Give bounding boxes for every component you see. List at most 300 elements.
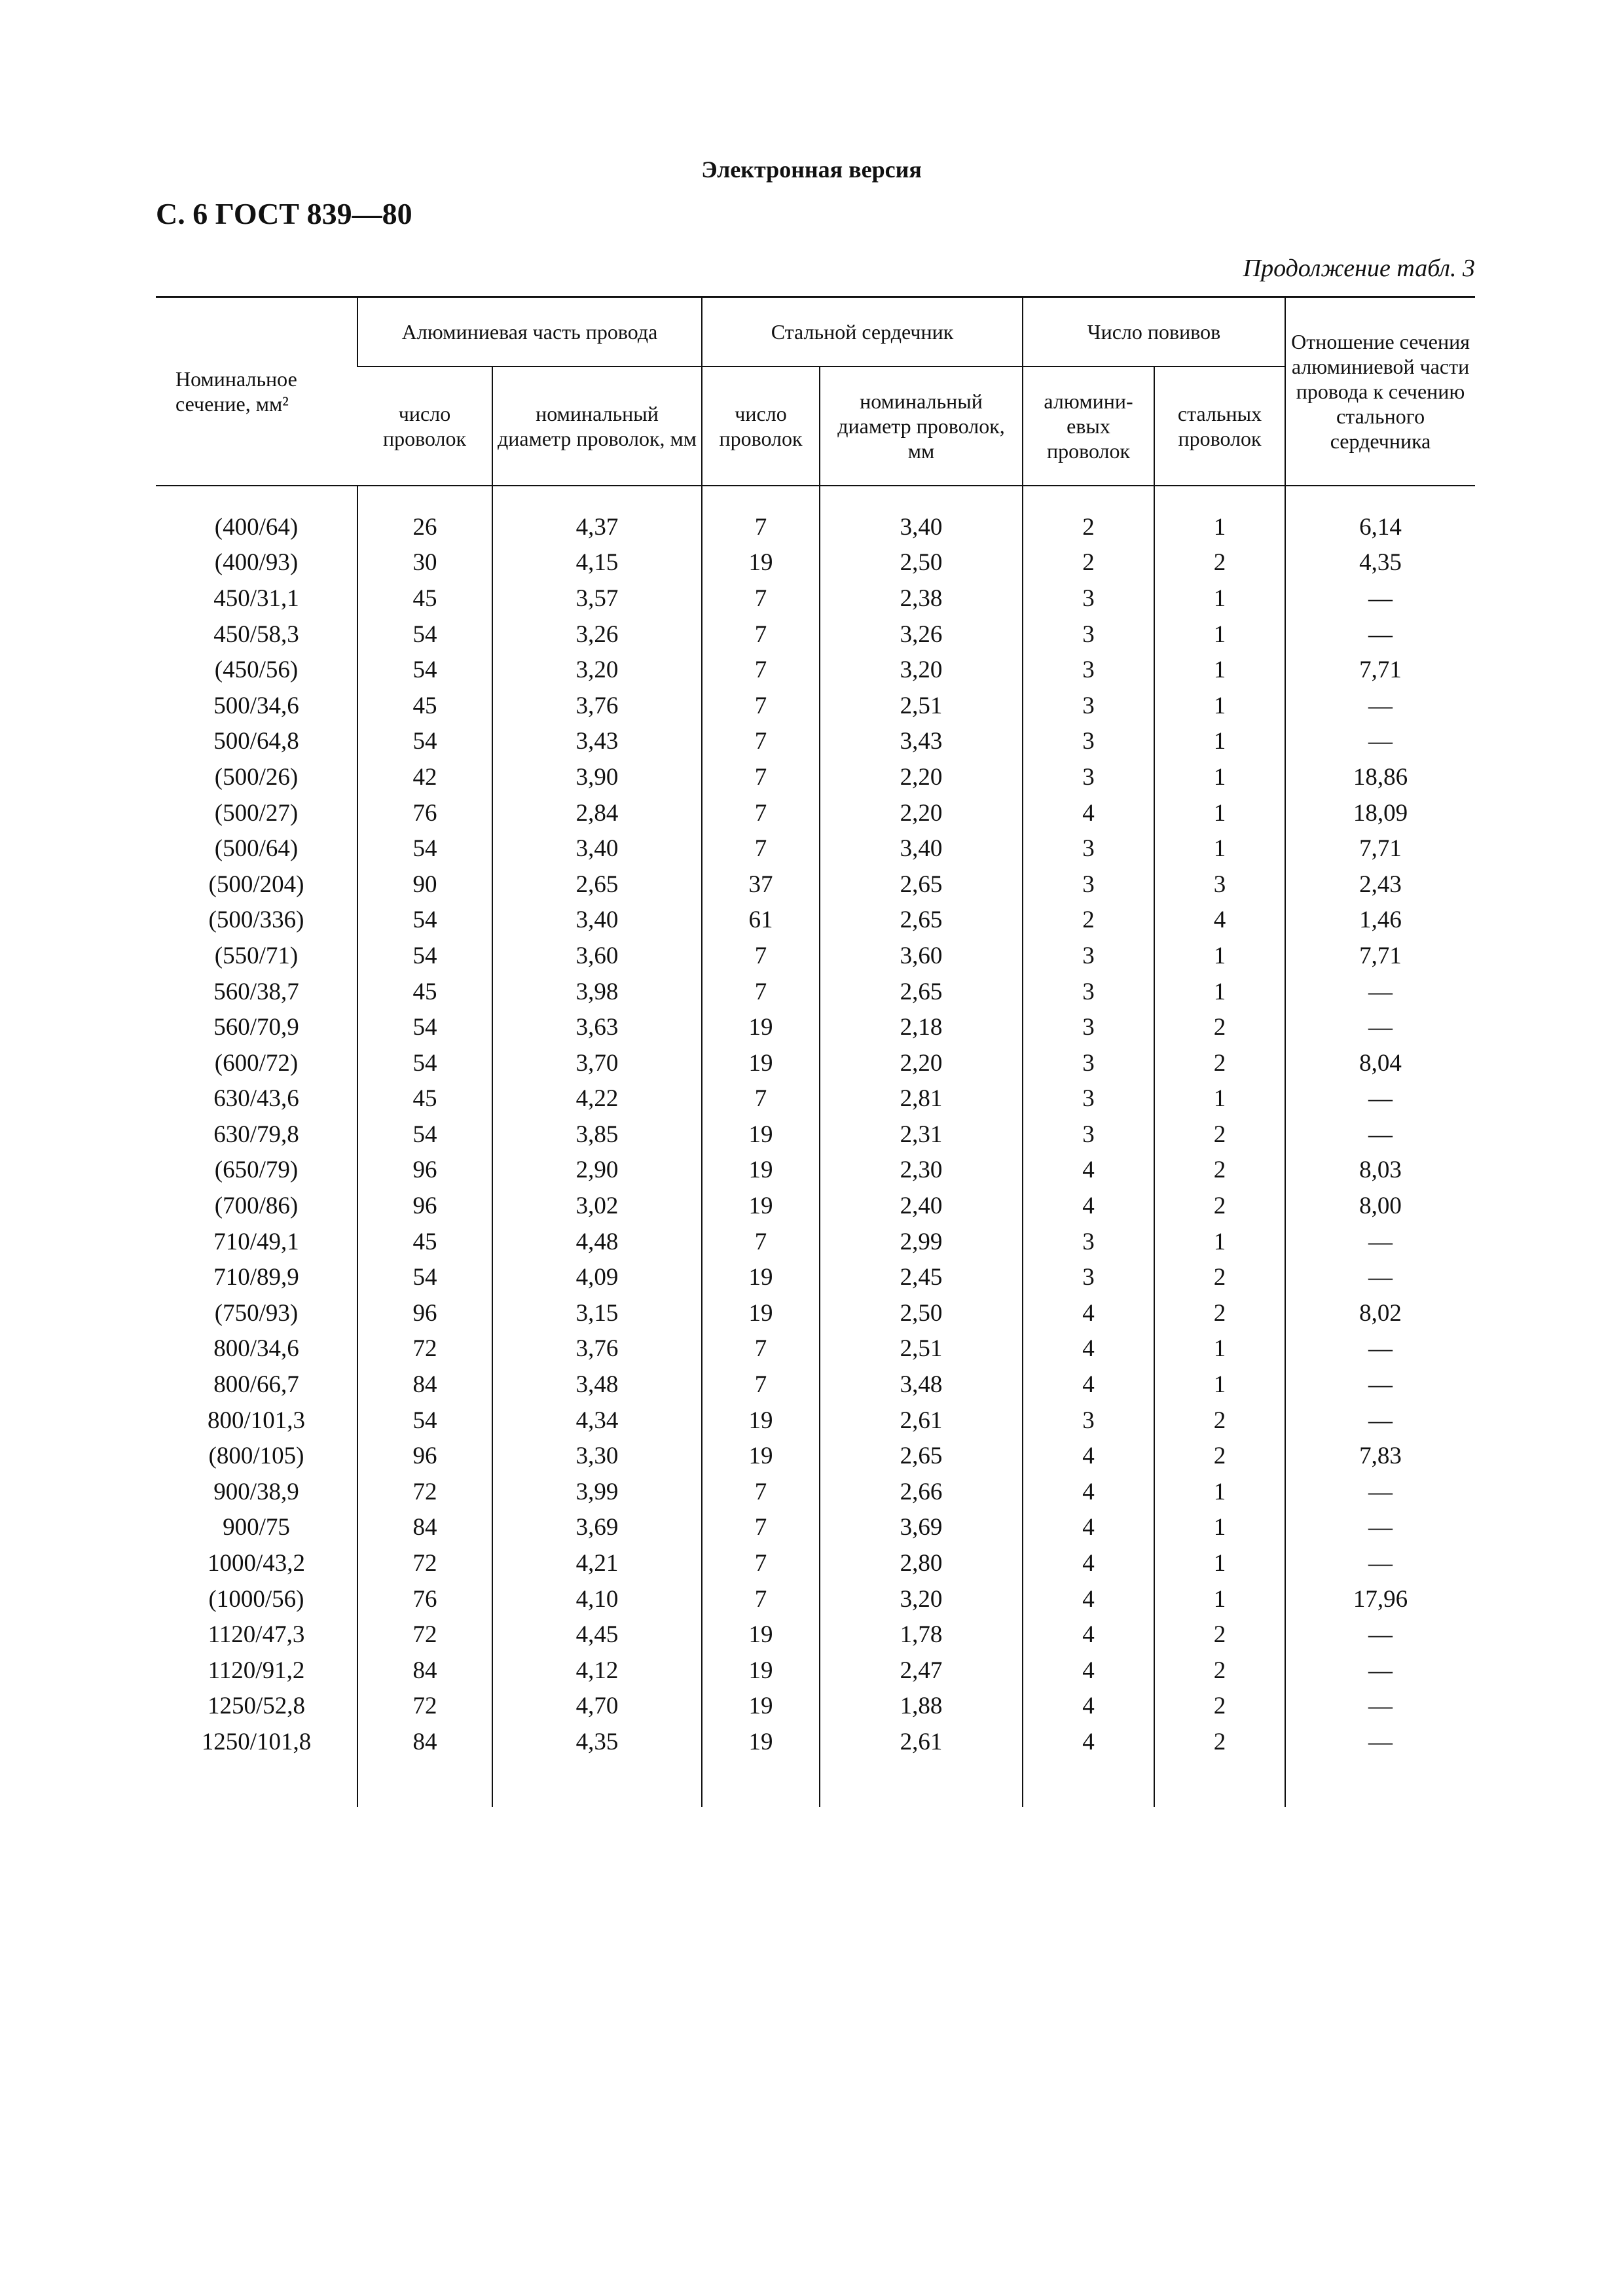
cell-st-lays: 1: [1154, 974, 1285, 1010]
cell-al-wire-count: 45: [357, 1224, 492, 1260]
cell-st-lays: 2: [1154, 1295, 1285, 1331]
cell-st-lays: 1: [1154, 1081, 1285, 1117]
cell-st-wire-count: 7: [702, 1081, 820, 1117]
cell-nominal-section: 900/75: [223, 1514, 290, 1541]
cell-st-wire-count: 19: [702, 1653, 820, 1689]
cell-al-wire-diameter: 3,90: [492, 759, 702, 795]
cell-section-ratio: —: [1285, 1689, 1475, 1725]
cell-st-wire-count: 19: [702, 1438, 820, 1474]
cell-section-ratio: —: [1285, 688, 1475, 724]
cell-st-lays: 1: [1154, 688, 1285, 724]
cell-st-lays: 1: [1154, 938, 1285, 974]
table-row: [156, 1081, 1475, 1117]
cell-nominal-section: 1250/52,8: [207, 1693, 306, 1720]
cell-nominal-section: 500/34,6: [213, 692, 299, 719]
cell-section-ratio: 8,03: [1285, 1153, 1475, 1189]
cell-al-wire-count: 96: [357, 1188, 492, 1224]
cell-nominal-section: 560/38,7: [213, 978, 299, 1005]
cell-section-ratio: —: [1285, 1009, 1475, 1045]
cell-al-lays: 4: [1023, 1581, 1154, 1617]
header-steel-core: Стальной сердечник: [702, 297, 1023, 367]
cell-section-ratio: 7,71: [1285, 652, 1475, 688]
cell-st-wire-diameter: 2,30: [820, 1153, 1023, 1189]
cell-nominal-section: (500/27): [214, 799, 299, 827]
cell-section-ratio: —: [1285, 1510, 1475, 1546]
cell-st-lays: 2: [1154, 1403, 1285, 1439]
cell-section-ratio: —: [1285, 1224, 1475, 1260]
watermark-title: Электронная версия: [701, 156, 922, 183]
cell-al-wire-count: 96: [357, 1295, 492, 1331]
cell-al-lays: 4: [1023, 1188, 1154, 1224]
cell-al-lays: 3: [1023, 724, 1154, 760]
cell-section-ratio: 7,71: [1285, 938, 1475, 974]
spacer-row: [156, 486, 1475, 509]
cell-st-wire-count: 7: [702, 1331, 820, 1367]
cell-al-lays: 4: [1023, 1474, 1154, 1510]
cell-al-wire-diameter: 2,84: [492, 795, 702, 831]
table-row: [156, 1474, 1475, 1510]
cell-al-wire-count: 54: [357, 1259, 492, 1295]
cell-st-lays: 1: [1154, 1474, 1285, 1510]
cell-nominal-section: 800/101,3: [207, 1407, 306, 1434]
cell-st-wire-count: 19: [702, 1188, 820, 1224]
cell-st-wire-count: 7: [702, 938, 820, 974]
header-st-lays: стальных проволок: [1154, 367, 1285, 486]
cell-st-lays: 1: [1154, 1581, 1285, 1617]
cell-al-wire-diameter: 3,02: [492, 1188, 702, 1224]
cell-section-ratio: —: [1285, 617, 1475, 653]
cell-st-wire-diameter: 2,81: [820, 1081, 1023, 1117]
cell-st-lays: 1: [1154, 1224, 1285, 1260]
cell-st-wire-diameter: 2,51: [820, 688, 1023, 724]
cell-nominal-section: 630/79,8: [213, 1121, 299, 1148]
table-row: [156, 938, 1475, 974]
cell-nominal-section: 450/58,3: [213, 620, 299, 648]
cell-al-lays: 4: [1023, 1331, 1154, 1367]
cell-section-ratio: 8,00: [1285, 1188, 1475, 1224]
table-row: [156, 1331, 1475, 1367]
spacer-row: [156, 1760, 1475, 1807]
cell-nominal-section: 1120/91,2: [208, 1657, 305, 1684]
cell-nominal-section: (800/105): [208, 1443, 304, 1470]
table-row: [156, 688, 1475, 724]
cell-section-ratio: —: [1285, 1653, 1475, 1689]
cell-nominal-section: 630/43,6: [213, 1085, 299, 1113]
cell-st-lays: 2: [1154, 1045, 1285, 1081]
cell-st-lays: 1: [1154, 509, 1285, 545]
cell-section-ratio: —: [1285, 1331, 1475, 1367]
cell-al-wire-diameter: 4,22: [492, 1081, 702, 1117]
table-row: [156, 581, 1475, 617]
header-section-ratio: Отношение сечения алюминиевой части провода к сечению стального сердечника: [1285, 297, 1475, 486]
cell-al-wire-diameter: 3,63: [492, 1009, 702, 1045]
cell-st-lays: 2: [1154, 1617, 1285, 1653]
cell-al-wire-count: 54: [357, 1117, 492, 1153]
cell-st-wire-diameter: 2,61: [820, 1403, 1023, 1439]
cell-al-wire-diameter: 4,35: [492, 1724, 702, 1760]
table-row: [156, 759, 1475, 795]
cell-st-wire-diameter: 2,51: [820, 1331, 1023, 1367]
cell-st-wire-diameter: 2,65: [820, 1438, 1023, 1474]
cell-st-lays: 1: [1154, 1510, 1285, 1546]
cell-al-wire-count: 72: [357, 1617, 492, 1653]
table-row: [156, 1153, 1475, 1189]
cell-al-wire-diameter: 4,21: [492, 1545, 702, 1581]
cell-st-wire-diameter: 3,20: [820, 652, 1023, 688]
cell-al-lays: 3: [1023, 652, 1154, 688]
cell-st-lays: 2: [1154, 1438, 1285, 1474]
cell-st-lays: 1: [1154, 617, 1285, 653]
cell-al-wire-count: 54: [357, 831, 492, 867]
cell-al-wire-diameter: 3,40: [492, 831, 702, 867]
cell-st-lays: 2: [1154, 1153, 1285, 1189]
cell-section-ratio: —: [1285, 1617, 1475, 1653]
table-row: [156, 1581, 1475, 1617]
cell-al-lays: 3: [1023, 759, 1154, 795]
cell-section-ratio: 7,83: [1285, 1438, 1475, 1474]
cell-st-wire-count: 19: [702, 1724, 820, 1760]
cell-st-wire-count: 7: [702, 617, 820, 653]
cell-nominal-section: 500/64,8: [213, 728, 299, 755]
table-row: [156, 1259, 1475, 1295]
cell-al-lays: 3: [1023, 688, 1154, 724]
cell-nominal-section: 800/66,7: [213, 1371, 299, 1399]
cell-al-wire-diameter: 4,70: [492, 1689, 702, 1725]
cell-section-ratio: —: [1285, 1259, 1475, 1295]
cell-al-wire-count: 76: [357, 795, 492, 831]
cell-al-lays: 4: [1023, 1153, 1154, 1189]
cell-st-wire-count: 19: [702, 545, 820, 581]
cell-st-wire-count: 7: [702, 652, 820, 688]
table-row: [156, 509, 1475, 545]
cell-al-wire-diameter: 4,09: [492, 1259, 702, 1295]
cell-al-wire-count: 84: [357, 1510, 492, 1546]
cell-st-wire-count: 37: [702, 867, 820, 903]
cell-nominal-section: (1000/56): [208, 1585, 304, 1613]
cell-al-wire-diameter: 3,70: [492, 1045, 702, 1081]
cell-st-lays: 1: [1154, 1331, 1285, 1367]
cell-st-wire-diameter: 3,26: [820, 617, 1023, 653]
cell-st-wire-diameter: 2,47: [820, 1653, 1023, 1689]
cell-st-lays: 1: [1154, 652, 1285, 688]
cell-al-lays: 3: [1023, 974, 1154, 1010]
cell-section-ratio: 7,71: [1285, 831, 1475, 867]
cell-al-wire-count: 45: [357, 581, 492, 617]
cell-st-wire-count: 19: [702, 1617, 820, 1653]
cell-al-lays: 4: [1023, 1724, 1154, 1760]
cell-al-wire-count: 45: [357, 688, 492, 724]
table-row: [156, 795, 1475, 831]
cell-st-wire-diameter: 2,65: [820, 867, 1023, 903]
cell-nominal-section: 710/49,1: [213, 1228, 299, 1255]
cell-nominal-section: 560/70,9: [213, 1014, 299, 1041]
cell-st-wire-count: 7: [702, 724, 820, 760]
cell-al-wire-count: 72: [357, 1689, 492, 1725]
table-row: [156, 974, 1475, 1010]
cell-al-wire-diameter: 3,76: [492, 688, 702, 724]
wire-parameters-table: [156, 296, 1475, 1807]
cell-al-wire-count: 90: [357, 867, 492, 903]
cell-al-wire-diameter: 3,26: [492, 617, 702, 653]
cell-nominal-section: 1000/43,2: [207, 1550, 306, 1577]
header-al-wire-count: число проволок: [357, 367, 492, 486]
table-row: [156, 1438, 1475, 1474]
cell-st-wire-diameter: 2,50: [820, 545, 1023, 581]
cell-al-wire-count: 54: [357, 724, 492, 760]
header-al-lays: алюминиевых проволок: [1023, 367, 1154, 486]
cell-nominal-section: 450/31,1: [213, 584, 299, 612]
table-row: [156, 652, 1475, 688]
table-body: [156, 486, 1475, 1807]
table-row: [156, 903, 1475, 939]
cell-nominal-section: (550/71): [214, 942, 299, 969]
cell-section-ratio: 17,96: [1285, 1581, 1475, 1617]
cell-al-wire-count: 54: [357, 1045, 492, 1081]
table-row: [156, 617, 1475, 653]
cell-nominal-section: (650/79): [214, 1157, 299, 1184]
header-aluminium-part: Алюминиевая часть провода: [357, 297, 702, 367]
cell-al-wire-diameter: 2,65: [492, 867, 702, 903]
cell-section-ratio: 18,09: [1285, 795, 1475, 831]
cell-section-ratio: 8,04: [1285, 1045, 1475, 1081]
cell-section-ratio: 6,14: [1285, 509, 1475, 545]
cell-st-lays: 1: [1154, 795, 1285, 831]
cell-st-wire-count: 19: [702, 1403, 820, 1439]
cell-al-wire-diameter: 3,85: [492, 1117, 702, 1153]
cell-al-wire-count: 45: [357, 1081, 492, 1117]
header-al-wire-diameter: номинальный диаметр проволок, мм: [492, 367, 702, 486]
cell-st-wire-diameter: 2,80: [820, 1545, 1023, 1581]
cell-al-wire-count: 84: [357, 1724, 492, 1760]
cell-al-wire-count: 54: [357, 938, 492, 974]
cell-st-lays: 2: [1154, 1117, 1285, 1153]
cell-section-ratio: —: [1285, 724, 1475, 760]
cell-st-wire-diameter: 2,50: [820, 1295, 1023, 1331]
cell-st-lays: 2: [1154, 1653, 1285, 1689]
cell-section-ratio: —: [1285, 1403, 1475, 1439]
cell-nominal-section: 1250/101,8: [201, 1728, 312, 1755]
cell-st-wire-diameter: 2,61: [820, 1724, 1023, 1760]
cell-st-wire-diameter: 2,66: [820, 1474, 1023, 1510]
table-row: [156, 1689, 1475, 1725]
cell-section-ratio: —: [1285, 1724, 1475, 1760]
cell-al-lays: 3: [1023, 831, 1154, 867]
cell-al-lays: 4: [1023, 795, 1154, 831]
cell-al-wire-count: 72: [357, 1331, 492, 1367]
cell-st-lays: 1: [1154, 724, 1285, 760]
cell-nominal-section: 1120/47,3: [208, 1621, 305, 1649]
cell-section-ratio: 4,35: [1285, 545, 1475, 581]
cell-al-wire-diameter: 3,15: [492, 1295, 702, 1331]
cell-al-wire-diameter: 4,15: [492, 545, 702, 581]
cell-st-wire-count: 7: [702, 1510, 820, 1546]
cell-al-wire-count: 45: [357, 974, 492, 1010]
cell-st-wire-count: 7: [702, 1581, 820, 1617]
table-row: [156, 724, 1475, 760]
cell-al-lays: 3: [1023, 1403, 1154, 1439]
cell-al-wire-count: 30: [357, 545, 492, 581]
cell-nominal-section: 710/89,9: [213, 1264, 299, 1291]
table-row: [156, 1617, 1475, 1653]
cell-section-ratio: —: [1285, 1117, 1475, 1153]
header-nominal-section: Номинальное сечение, мм²: [156, 297, 357, 486]
cell-nominal-section: (700/86): [214, 1193, 299, 1220]
cell-al-lays: 2: [1023, 509, 1154, 545]
cell-al-wire-count: 54: [357, 617, 492, 653]
cell-al-wire-diameter: 4,34: [492, 1403, 702, 1439]
table-row: [156, 1367, 1475, 1403]
cell-st-wire-count: 19: [702, 1295, 820, 1331]
cell-al-wire-diameter: 3,60: [492, 938, 702, 974]
data-table-container: [156, 296, 1475, 1790]
cell-nominal-section: 900/38,9: [213, 1478, 299, 1505]
cell-section-ratio: —: [1285, 1474, 1475, 1510]
cell-st-lays: 1: [1154, 1545, 1285, 1581]
cell-st-wire-diameter: 3,43: [820, 724, 1023, 760]
cell-st-lays: 2: [1154, 1188, 1285, 1224]
cell-al-wire-count: 54: [357, 1403, 492, 1439]
cell-al-wire-diameter: 3,76: [492, 1331, 702, 1367]
cell-al-lays: 4: [1023, 1295, 1154, 1331]
cell-al-wire-count: 84: [357, 1653, 492, 1689]
cell-st-wire-diameter: 2,31: [820, 1117, 1023, 1153]
cell-al-lays: 4: [1023, 1617, 1154, 1653]
cell-st-wire-diameter: 3,40: [820, 831, 1023, 867]
cell-st-wire-count: 19: [702, 1045, 820, 1081]
cell-st-wire-count: 19: [702, 1259, 820, 1295]
cell-st-wire-diameter: 2,99: [820, 1224, 1023, 1260]
cell-st-wire-diameter: 2,40: [820, 1188, 1023, 1224]
cell-al-lays: 4: [1023, 1653, 1154, 1689]
cell-nominal-section: (750/93): [214, 1299, 299, 1327]
cell-st-wire-diameter: 3,60: [820, 938, 1023, 974]
cell-st-wire-diameter: 2,20: [820, 795, 1023, 831]
cell-al-wire-count: 54: [357, 652, 492, 688]
cell-st-lays: 2: [1154, 1259, 1285, 1295]
cell-al-wire-diameter: 4,12: [492, 1653, 702, 1689]
cell-al-lays: 3: [1023, 1009, 1154, 1045]
cell-st-wire-count: 19: [702, 1153, 820, 1189]
cell-nominal-section: (500/26): [214, 763, 299, 791]
cell-st-wire-diameter: 3,40: [820, 509, 1023, 545]
cell-st-wire-count: 19: [702, 1009, 820, 1045]
cell-st-lays: 2: [1154, 1724, 1285, 1760]
cell-al-lays: 4: [1023, 1689, 1154, 1725]
cell-st-wire-diameter: 2,65: [820, 903, 1023, 939]
header-st-wire-diameter: номинальный диаметр проволок, мм: [820, 367, 1023, 486]
table-row: [156, 1545, 1475, 1581]
cell-section-ratio: 2,43: [1285, 867, 1475, 903]
cell-nominal-section: 800/34,6: [213, 1335, 299, 1363]
cell-al-lays: 3: [1023, 1045, 1154, 1081]
cell-al-wire-diameter: 3,20: [492, 652, 702, 688]
cell-st-wire-diameter: 3,48: [820, 1367, 1023, 1403]
cell-al-lays: 4: [1023, 1367, 1154, 1403]
cell-section-ratio: 1,46: [1285, 903, 1475, 939]
cell-al-wire-count: 42: [357, 759, 492, 795]
cell-al-wire-count: 72: [357, 1545, 492, 1581]
cell-al-lays: 3: [1023, 1117, 1154, 1153]
cell-st-lays: 2: [1154, 1689, 1285, 1725]
cell-al-wire-count: 54: [357, 903, 492, 939]
cell-st-wire-diameter: 2,45: [820, 1259, 1023, 1295]
cell-st-lays: 1: [1154, 759, 1285, 795]
cell-al-lays: 3: [1023, 617, 1154, 653]
cell-st-wire-count: 61: [702, 903, 820, 939]
header-lay-count: Число повивов: [1023, 297, 1285, 367]
cell-al-wire-diameter: 3,30: [492, 1438, 702, 1474]
table-row: [156, 1724, 1475, 1760]
cell-st-wire-count: 19: [702, 1117, 820, 1153]
cell-al-lays: 2: [1023, 903, 1154, 939]
cell-st-lays: 2: [1154, 545, 1285, 581]
table-row: [156, 1653, 1475, 1689]
header-row-top: [156, 297, 1475, 367]
cell-st-wire-count: 7: [702, 759, 820, 795]
table-row: [156, 1510, 1475, 1546]
cell-nominal-section: (600/72): [214, 1049, 299, 1077]
cell-st-wire-count: 7: [702, 688, 820, 724]
cell-al-wire-diameter: 4,45: [492, 1617, 702, 1653]
cell-al-lays: 3: [1023, 867, 1154, 903]
table-row: [156, 1117, 1475, 1153]
cell-st-wire-count: 7: [702, 974, 820, 1010]
cell-st-wire-count: 7: [702, 1545, 820, 1581]
cell-al-wire-diameter: 3,98: [492, 974, 702, 1010]
cell-al-wire-diameter: 3,57: [492, 581, 702, 617]
cell-st-wire-diameter: 2,38: [820, 581, 1023, 617]
cell-st-wire-diameter: 2,18: [820, 1009, 1023, 1045]
cell-st-lays: 1: [1154, 1367, 1285, 1403]
cell-section-ratio: —: [1285, 581, 1475, 617]
cell-al-lays: 4: [1023, 1510, 1154, 1546]
cell-st-wire-diameter: 3,20: [820, 1581, 1023, 1617]
cell-st-lays: 1: [1154, 581, 1285, 617]
cell-nominal-section: (500/64): [214, 835, 299, 863]
cell-al-lays: 3: [1023, 1224, 1154, 1260]
cell-section-ratio: —: [1285, 1545, 1475, 1581]
cell-al-lays: 4: [1023, 1438, 1154, 1474]
table-row: [156, 1295, 1475, 1331]
cell-st-wire-count: 7: [702, 509, 820, 545]
cell-nominal-section: (400/64): [214, 513, 299, 541]
cell-st-wire-diameter: 1,78: [820, 1617, 1023, 1653]
cell-section-ratio: —: [1285, 1081, 1475, 1117]
cell-section-ratio: —: [1285, 1367, 1475, 1403]
cell-al-wire-diameter: 4,48: [492, 1224, 702, 1260]
cell-al-wire-diameter: 4,37: [492, 509, 702, 545]
cell-st-lays: 2: [1154, 1009, 1285, 1045]
cell-al-lays: 3: [1023, 1081, 1154, 1117]
cell-al-wire-count: 26: [357, 509, 492, 545]
cell-st-wire-count: 7: [702, 795, 820, 831]
cell-al-lays: 3: [1023, 938, 1154, 974]
cell-st-wire-diameter: 3,69: [820, 1510, 1023, 1546]
cell-al-wire-count: 76: [357, 1581, 492, 1617]
cell-section-ratio: 8,02: [1285, 1295, 1475, 1331]
header-st-wire-count: число проволок: [702, 367, 820, 486]
cell-st-wire-count: 7: [702, 1224, 820, 1260]
cell-al-wire-count: 96: [357, 1153, 492, 1189]
cell-st-lays: 3: [1154, 867, 1285, 903]
table-row: [156, 545, 1475, 581]
table-row: [156, 1188, 1475, 1224]
table-row: [156, 1009, 1475, 1045]
cell-nominal-section: (400/93): [214, 549, 299, 577]
cell-st-wire-count: 19: [702, 1689, 820, 1725]
cell-al-wire-count: 96: [357, 1438, 492, 1474]
cell-al-lays: 3: [1023, 1259, 1154, 1295]
